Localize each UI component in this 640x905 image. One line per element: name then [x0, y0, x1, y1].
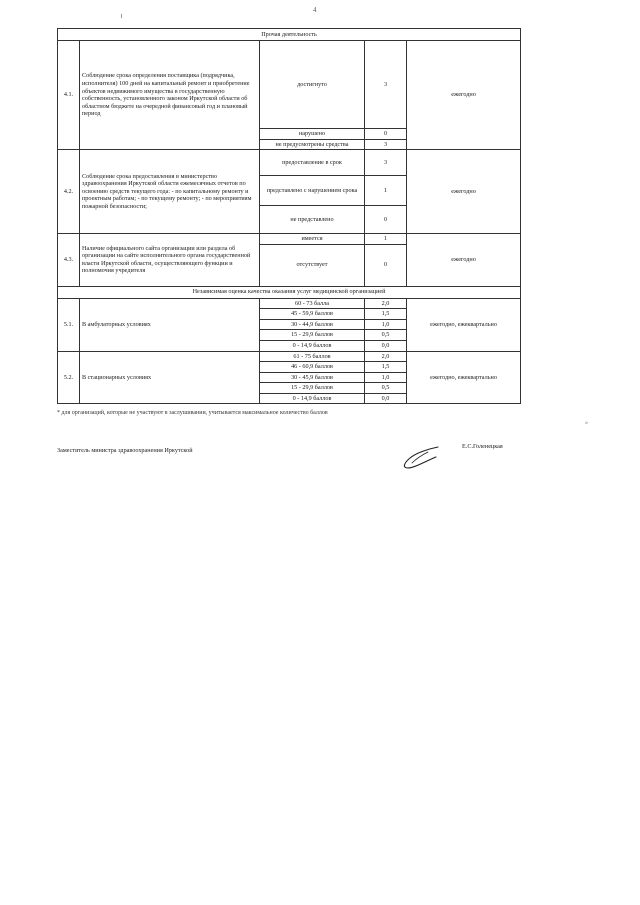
condition-value: 0,0	[365, 340, 407, 351]
row-number: 5.1.	[58, 298, 80, 351]
margin-mark: »	[585, 420, 588, 426]
condition-value: 3	[365, 150, 407, 176]
condition-value: 0	[365, 206, 407, 234]
row-period: ежегодно, ежеквартально	[407, 351, 521, 404]
condition-label: имеется	[260, 234, 365, 245]
row-description: Соблюдение срока предоставления в министерство здравоохранения Иркутской области ежемесячных отчетов по освоению средств текущего года: - по капитальному ремонту и проектным работам; - по текущему ремонту; - по мероприятиям пожарной безопасности;	[80, 150, 260, 234]
row-description: Соблюдение срока определения поставщика (подрядчика, исполнителя) 100 дней на капитальный ремонт и приобретение объектов недвижимого имущества в государственную собственность, установленного законом Иркутской области об областном бюджете на очередной финансовый год и плановый период	[80, 41, 260, 150]
condition-value: 0,0	[365, 393, 407, 404]
row-number: 5.2.	[58, 351, 80, 404]
criteria-table	[57, 28, 521, 404]
condition-label: 15 - 29,9 баллов	[260, 330, 365, 341]
condition-value: 2,0	[365, 351, 407, 362]
row-period: ежегодно	[407, 234, 521, 287]
footnote: * для организаций, которые не участвуют в заслушивании, учитывается максимальное количество баллов	[57, 410, 328, 416]
condition-value: 1,5	[365, 362, 407, 373]
signature-scribble	[398, 443, 442, 471]
condition-value: 0	[365, 129, 407, 140]
condition-value: 1,0	[365, 319, 407, 330]
row-period: ежегодно, ежеквартально	[407, 298, 521, 351]
row-period: ежегодно	[407, 150, 521, 234]
row-number: 4.1.	[58, 41, 80, 150]
condition-label: не предусмотрены средства	[260, 139, 365, 150]
condition-label: нарушено	[260, 129, 365, 140]
condition-label: 61 - 75 баллов	[260, 351, 365, 362]
row-description: Наличие официального сайта организации или раздела об организации на сайте исполнительного органа государственной власти Иркутской области, осуществляющего функции и полномочия учредителя	[80, 234, 260, 287]
row-description: В амбулаторных условиях	[80, 298, 260, 351]
condition-label: отсутствует	[260, 244, 365, 286]
condition-label: 0 - 14,9 баллов	[260, 393, 365, 404]
condition-value: 0,5	[365, 383, 407, 394]
condition-value: 1	[365, 234, 407, 245]
section-title: Прочая деятельность	[58, 29, 521, 41]
signer-name: Е.С.Голенецкая	[462, 443, 503, 450]
condition-value: 3	[365, 139, 407, 150]
condition-label: 30 - 44,9 баллов	[260, 319, 365, 330]
condition-value: 0,5	[365, 330, 407, 341]
condition-label: достигнуто	[260, 41, 365, 129]
condition-label: предоставление в срок	[260, 150, 365, 176]
condition-label: 0 - 14,9 баллов	[260, 340, 365, 351]
condition-label: 45 - 59,9 баллов	[260, 309, 365, 320]
condition-label: 15 - 29,9 баллов	[260, 383, 365, 394]
row-description: В стационарных условиях	[80, 351, 260, 404]
condition-label: 30 - 45,9 баллов	[260, 372, 365, 383]
condition-value: 1,5	[365, 309, 407, 320]
row-period: ежегодно	[407, 41, 521, 150]
section-title: Независимая оценка качества оказания услуг медицинской организацией	[58, 286, 521, 298]
condition-value: 1,0	[365, 372, 407, 383]
condition-label: не представлено	[260, 206, 365, 234]
signer-position: Заместитель министра здравоохранения Иркутской	[57, 447, 193, 454]
condition-value: 0	[365, 244, 407, 286]
row-number: 4.3.	[58, 234, 80, 287]
scan-mark	[121, 14, 122, 18]
condition-value: 3	[365, 41, 407, 129]
condition-label: 60 - 73 балла	[260, 298, 365, 309]
condition-value: 2,0	[365, 298, 407, 309]
condition-label: представлено с нарушением срока	[260, 176, 365, 206]
condition-value: 1	[365, 176, 407, 206]
row-number: 4.2.	[58, 150, 80, 234]
condition-label: 46 - 60,9 баллов	[260, 362, 365, 373]
page-number: 4	[313, 6, 317, 14]
